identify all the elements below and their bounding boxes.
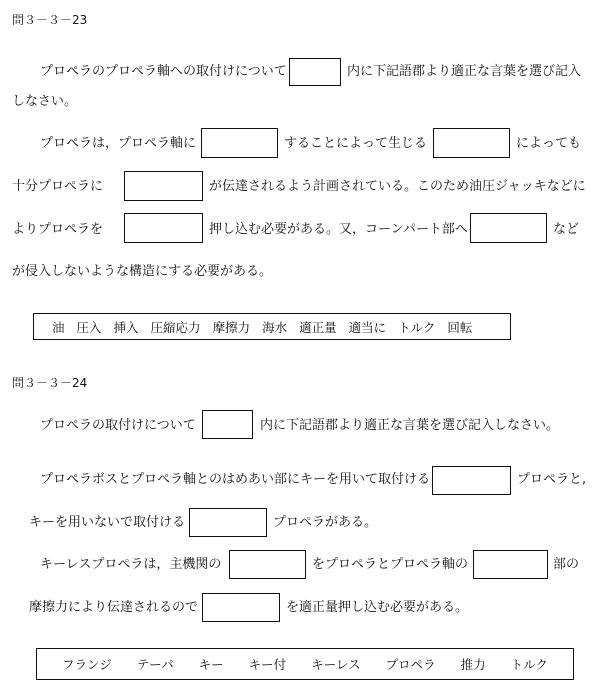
q2-s3-text-c: 部の bbox=[553, 557, 580, 572]
q1-word: 海水 bbox=[262, 319, 288, 335]
q1-blank-intro[interactable] bbox=[289, 58, 341, 86]
q2-blank-2[interactable] bbox=[189, 508, 267, 537]
q2-word: トルク bbox=[510, 657, 548, 672]
q1-blank-4[interactable] bbox=[124, 213, 203, 243]
q1-word: 圧縮応力 bbox=[150, 319, 201, 335]
q2-s2-text-a: キーを用いないで取付ける bbox=[29, 515, 186, 530]
q2-blank-5[interactable] bbox=[202, 593, 280, 622]
q2-word-bank bbox=[36, 648, 574, 680]
q2-word: キーレス bbox=[311, 657, 361, 672]
q2-word: フランジ bbox=[62, 657, 112, 672]
q2-word: テーパ bbox=[136, 657, 174, 672]
q2-s2-text-b: プロペラがある。 bbox=[273, 515, 378, 530]
q1-s3-text-b: 押し込む必要がある。又，コーンパート部へ bbox=[209, 222, 468, 237]
q2-intro-text-a: プロペラの取付けについて bbox=[40, 418, 196, 433]
q2-s1-text-a: プロペラボスとプロペラ軸とのはめあい部にキーを用いて取付ける bbox=[40, 472, 431, 487]
q1-blank-1[interactable] bbox=[201, 128, 278, 158]
q1-word: トルク bbox=[398, 319, 436, 335]
q2-number: 問３－３－24 bbox=[12, 376, 88, 390]
q2-blank-intro[interactable] bbox=[202, 410, 253, 439]
q1-s3-text-a: よりプロペラを bbox=[12, 222, 104, 237]
q2-s3-text-a: キーレスプロペラは，主機関の bbox=[40, 557, 222, 572]
q1-word: 適当に bbox=[348, 319, 387, 335]
q2-word: プロペラ bbox=[385, 657, 436, 672]
q1-blank-2[interactable] bbox=[433, 128, 510, 158]
q1-word: 圧入 bbox=[76, 319, 102, 335]
q2-blank-3[interactable] bbox=[229, 550, 306, 579]
q2-blank-4[interactable] bbox=[473, 550, 548, 579]
q2-s4-text-a: 摩擦力により伝達されるので bbox=[29, 600, 199, 615]
q2-word: キー付 bbox=[248, 657, 287, 672]
q2-blank-1[interactable] bbox=[432, 466, 511, 495]
q1-word: 油 bbox=[52, 319, 65, 335]
q1-word: 回転 bbox=[447, 319, 473, 335]
q2-word: 推力 bbox=[460, 657, 486, 672]
q1-s4-text: が侵入しないような構造にする必要がある。 bbox=[12, 264, 273, 279]
q1-word-bank bbox=[33, 313, 511, 340]
q2-word: キー bbox=[198, 657, 224, 672]
q1-word: 挿入 bbox=[113, 319, 139, 335]
q1-intro-text-c: しなさい。 bbox=[12, 94, 78, 109]
q1-word: 適正量 bbox=[299, 319, 337, 335]
q1-s2-text-b: が伝達されるよう計画されている。このため油圧ジャッキなどに bbox=[209, 179, 586, 194]
q1-s1-text-c: によっても bbox=[516, 136, 582, 151]
q2-s3-text-b: をプロペラとプロペラ軸の bbox=[312, 557, 469, 572]
q1-s1-text-a: プロペラは，プロペラ軸に bbox=[40, 136, 197, 151]
q1-number: 問３－３－23 bbox=[12, 13, 88, 27]
q2-intro-text-b: 内に下記語郡より適正な言葉を選び記入しなさい。 bbox=[260, 418, 560, 433]
q1-blank-3[interactable] bbox=[124, 171, 203, 201]
q2-s4-text-b: を適正量押し込む必要がある。 bbox=[286, 600, 469, 615]
q1-s3-text-c: など bbox=[553, 222, 580, 237]
q1-s2-text-a: 十分プロペラに bbox=[12, 179, 104, 194]
q1-blank-5[interactable] bbox=[470, 213, 547, 243]
q1-intro-text-a: プロペラのプロペラ軸への取付けについて bbox=[40, 64, 287, 79]
q1-intro-text-b: 内に下記語郡より適正な言葉を選び記入 bbox=[347, 64, 582, 79]
q2-s1-text-b: プロペラと, bbox=[517, 472, 587, 487]
q1-word: 摩擦力 bbox=[212, 319, 251, 335]
q1-s1-text-b: することによって生じる bbox=[284, 136, 428, 151]
